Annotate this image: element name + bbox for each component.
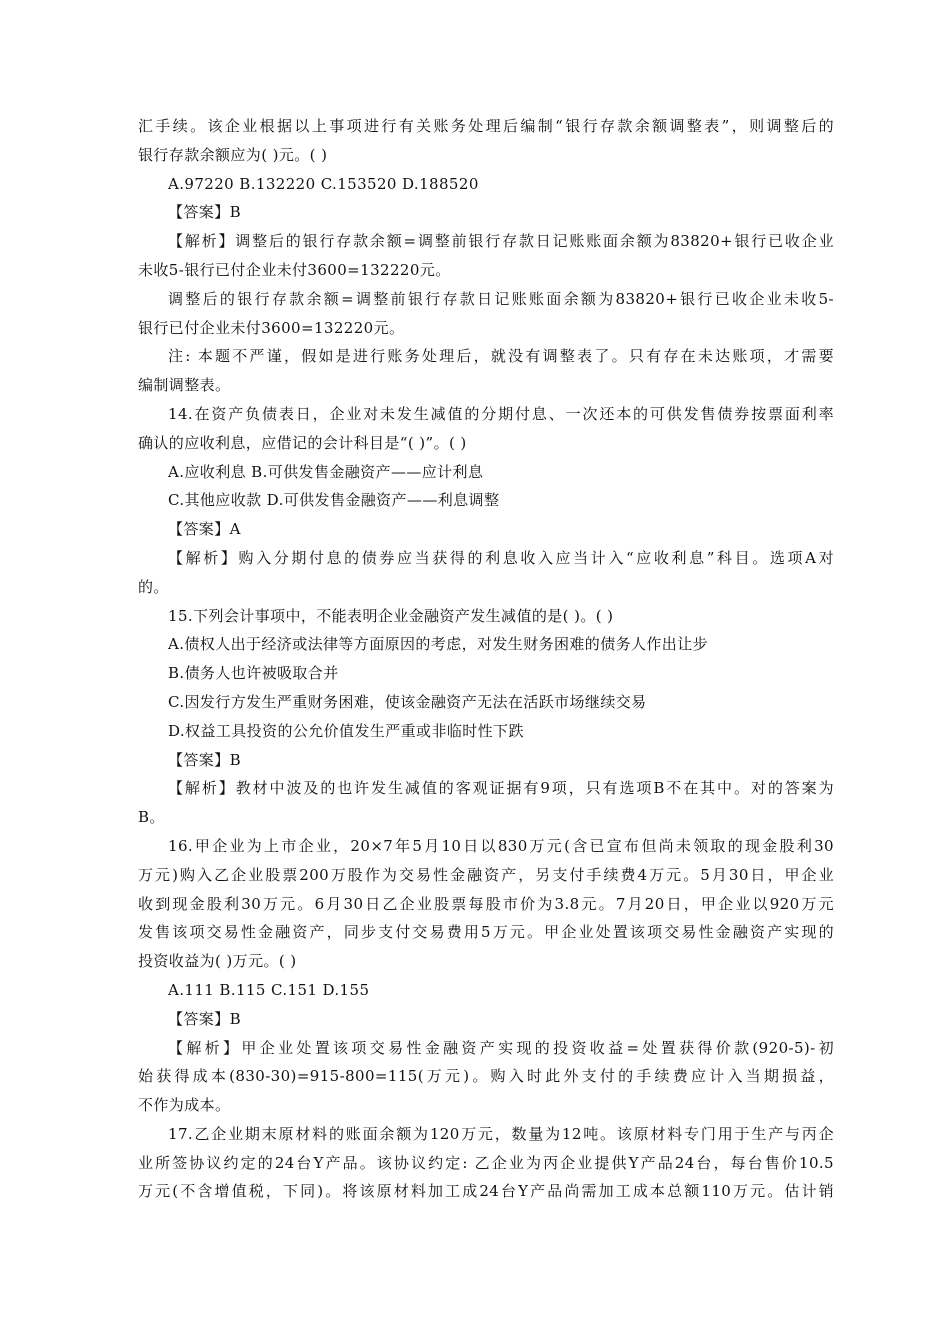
text-line: A.97220 B.132220 C.153520 D.188520 bbox=[168, 174, 479, 193]
text-line: B。 bbox=[138, 808, 165, 827]
text-line: 的。 bbox=[138, 577, 169, 596]
text-line: 【解析】甲企业处置该项交易性金融资产实现的投资收益=处置获得价款(920-5)-初 bbox=[168, 1038, 834, 1057]
text-line: 收到现金股利30万元。6月30日乙企业股票每股市价为3.8元。7月20日，甲企业以920万元 bbox=[138, 894, 834, 913]
text-line: 16.甲企业为上市企业，20×7年5月10日以830万元(含已宣布但尚未领取的现金股利30 bbox=[168, 836, 834, 855]
text-line: 调整后的银行存款余额=调整前银行存款日记账账面余额为83820+银行已收企业未收5- bbox=[168, 289, 834, 308]
text-line: B.债务人也许被吸取合并 bbox=[168, 664, 339, 683]
text-line: 未收5-银行已付企业未付3600=132220元。 bbox=[138, 260, 451, 279]
text-line: 汇手续。该企业根据以上事项进行有关账务处理后编制“银行存款余额调整表”，则调整后的 bbox=[138, 117, 834, 135]
text-line: A.应收利息 B.可供发售金融资产——应计利息 bbox=[168, 462, 484, 481]
text-line: 编制调整表。 bbox=[138, 376, 231, 395]
text-line: 业所签协议约定的24台Y产品。该协议约定: 乙企业为丙企业提供Y产品24台，每台售价10.5 bbox=[138, 1153, 834, 1172]
text-line: C.其他应收款 D.可供发售金融资产——利息调整 bbox=[168, 491, 500, 510]
text-line: 不作为成本。 bbox=[138, 1096, 231, 1115]
text-line: 投资收益为( )万元。( ) bbox=[138, 952, 297, 971]
text-line: 【答案】B bbox=[168, 203, 242, 222]
text-line: 银行已付企业未付3600=132220元。 bbox=[138, 318, 405, 337]
text-line: 银行存款余额应为( )元。( ) bbox=[138, 145, 328, 164]
text-line: C.因发行方发生严重财务困难，使该金融资产无法在活跃市场继续交易 bbox=[168, 692, 647, 711]
text-line: 17.乙企业期末原材料的账面余额为120万元，数量为12吨。该原材料专门用于生产与丙企 bbox=[168, 1124, 834, 1143]
document-body bbox=[138, 112, 834, 1206]
text-line: 始获得成本(830-30)=915-800=115(万元)。购入时此外支付的手续费应计入当期损益， bbox=[138, 1067, 834, 1086]
text-line: A.债权人出于经济或法律等方面原因的考虑，对发生财务困难的债务人作出让步 bbox=[168, 635, 709, 654]
text-line: 【答案】B bbox=[168, 750, 242, 769]
text-line: 15.下列会计事项中，不能表明企业金融资产发生减值的是( )。( ) bbox=[168, 606, 614, 625]
text-line: 【答案】A bbox=[168, 520, 241, 539]
text-line: 注: 本题不严谨，假如是进行账务处理后，就没有调整表了。只有存在未达账项，才需要 bbox=[168, 347, 834, 366]
text-line: 发售该项交易性金融资产，同步支付交易费用5万元。甲企业处置该项交易性金融资产实现的 bbox=[138, 923, 834, 942]
text-line: 万元(不含增值税，下同)。将该原材料加工成24台Y产品尚需加工成本总额110万元。估计销 bbox=[138, 1182, 834, 1201]
text-line: 【答案】B bbox=[168, 1009, 242, 1028]
text-line: A.111 B.115 C.151 D.155 bbox=[168, 980, 370, 999]
text-line: 14.在资产负债表日，企业对未发生减值的分期付息、一次还本的可供发售债券按票面利率 bbox=[168, 404, 834, 423]
text-line: 万元)购入乙企业股票200万股作为交易性金融资产，另支付手续费4万元。5月30日，甲企业 bbox=[138, 865, 834, 884]
text-line: 【解析】调整后的银行存款余额=调整前银行存款日记账账面余额为83820+银行已收企业 bbox=[168, 232, 834, 251]
text-line: 【解析】购入分期付息的债券应当获得的利息收入应当计入“应收利息”科目。选项A对 bbox=[168, 548, 834, 567]
text-line: D.权益工具投资的公允价值发生严重或非临时性下跌 bbox=[168, 721, 524, 740]
text-line: 【解析】教材中波及的也许发生减值的客观证据有9项，只有选项B不在其中。对的答案为 bbox=[168, 779, 834, 798]
text-line: 确认的应收利息，应借记的会计科目是“( )”。( ) bbox=[138, 433, 467, 452]
